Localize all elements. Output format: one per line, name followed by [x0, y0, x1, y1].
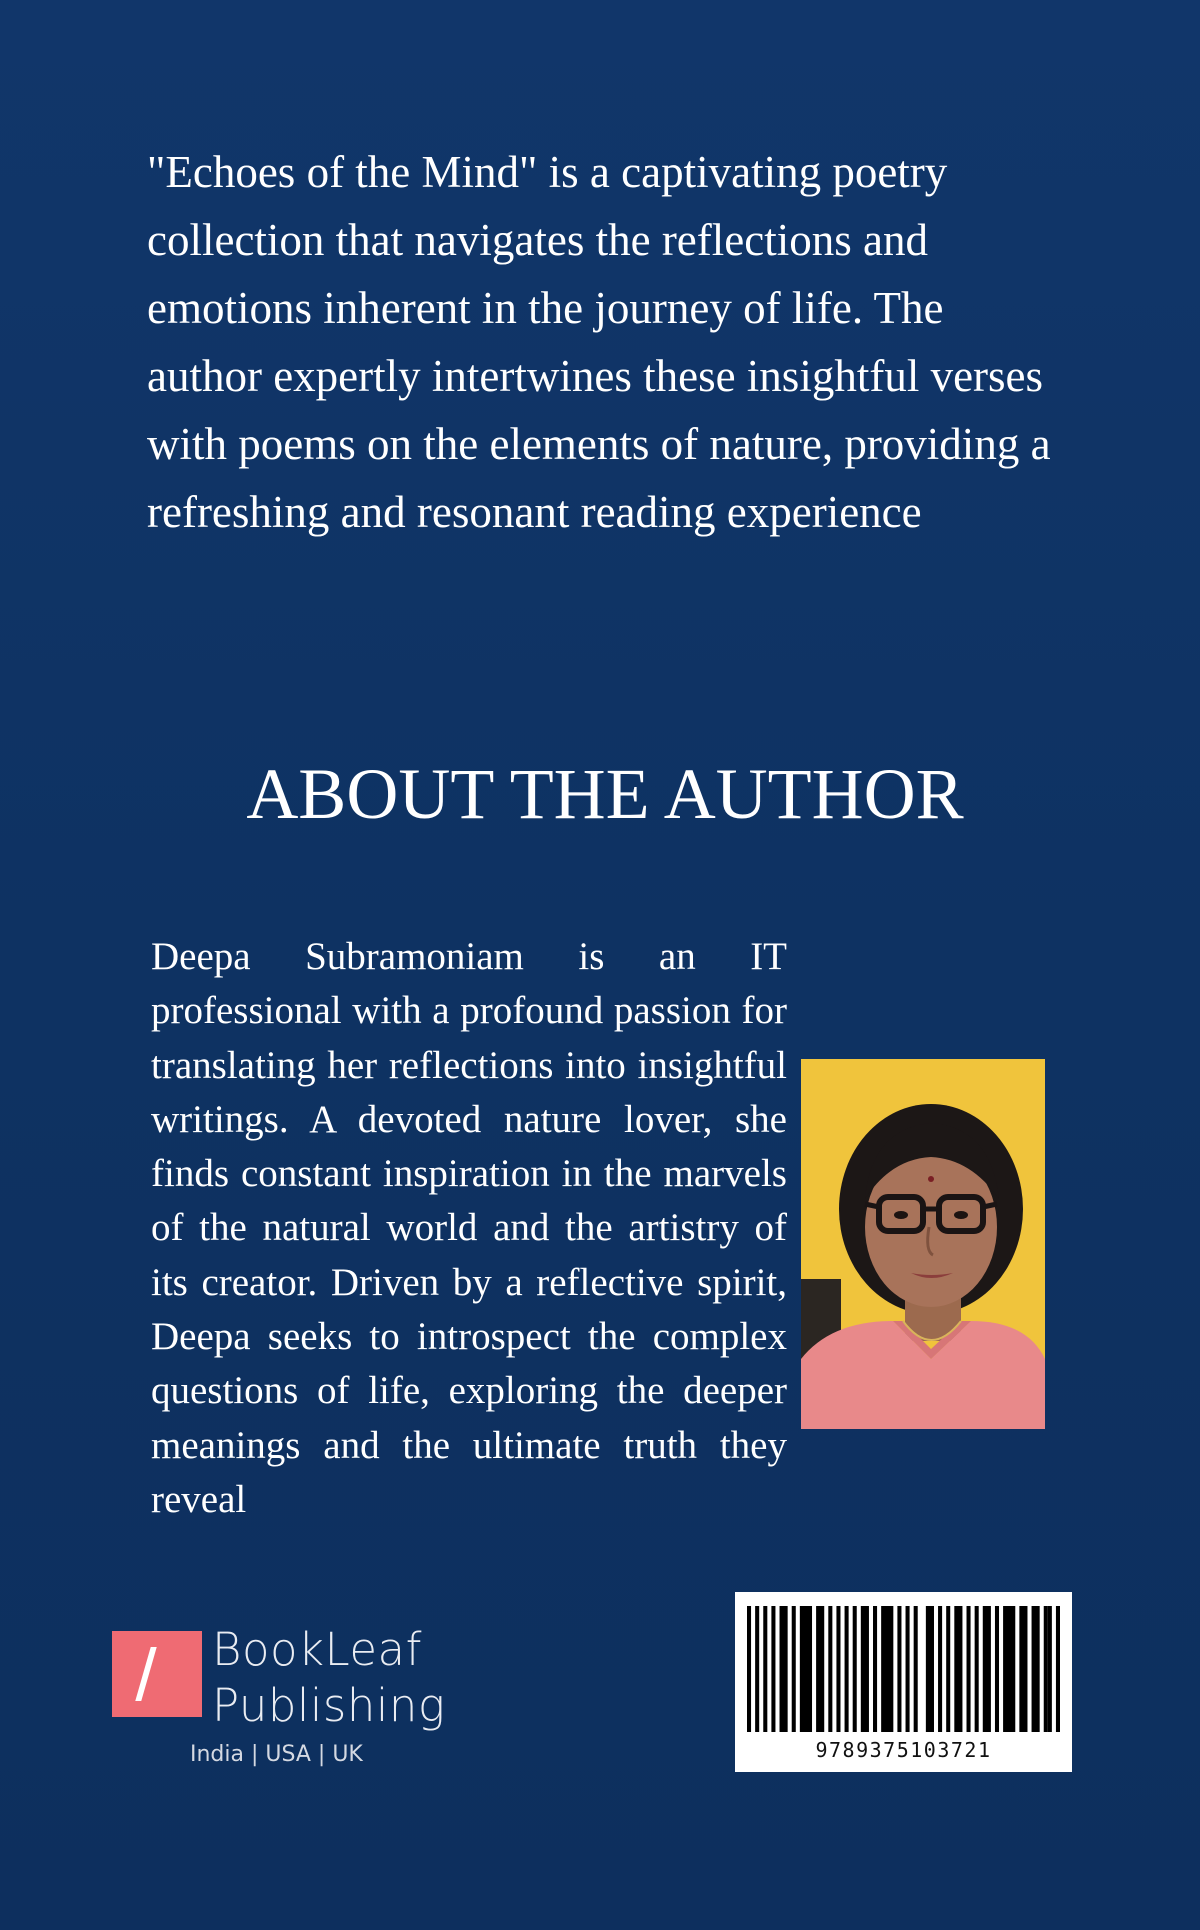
- publisher-logo: [112, 1623, 472, 1778]
- publisher-name: [212, 1622, 445, 1734]
- barcode-bars: [747, 1606, 1060, 1732]
- barcode-bar: [954, 1606, 962, 1732]
- author-photo: [801, 1059, 1045, 1429]
- barcode-bar: [1003, 1606, 1015, 1732]
- barcode-bar: [946, 1606, 950, 1732]
- book-blurb: "Echoes of the Mind" is a captivating poetry collection that navigates the reflections and emotions inherent in the journey of life. The author expertly intertwines these insightful verses with poems on the elements of nature, providing a refreshing and resonant reading experience: [147, 147, 1051, 537]
- barcode-bar: [1048, 1606, 1052, 1732]
- barcode-bar: [906, 1606, 910, 1732]
- barcode-bar: [995, 1606, 999, 1732]
- barcode-bar: [975, 1606, 979, 1732]
- barcode-bar: [967, 1606, 971, 1732]
- barcode-bar: [853, 1606, 857, 1732]
- barcode-bar: [1032, 1606, 1040, 1732]
- barcode-bar: [780, 1606, 788, 1732]
- barcode-bar: [836, 1606, 840, 1732]
- publisher-slash-icon: [112, 1631, 202, 1717]
- barcode-bar: [755, 1606, 759, 1732]
- barcode-bar: [800, 1606, 812, 1732]
- barcode-bar: [771, 1606, 775, 1732]
- barcode-bar: [1019, 1606, 1027, 1732]
- barcode-bar: [881, 1606, 893, 1732]
- isbn-barcode: [735, 1592, 1072, 1772]
- barcode-bar: [897, 1606, 901, 1732]
- barcode-bar: [926, 1606, 934, 1732]
- barcode-bar: [861, 1606, 869, 1732]
- publisher-regions: India | USA | UK: [190, 1742, 363, 1767]
- barcode-bar: [763, 1606, 767, 1732]
- barcode-bar: [845, 1606, 849, 1732]
- barcode-bar: [792, 1606, 796, 1732]
- publisher-name-line2: Publishing: [212, 1679, 446, 1732]
- publisher-name-line1: BookLeaf: [212, 1623, 422, 1676]
- author-bio: Deepa Subramoniam is an IT professional with a profound passion for translating her reflections into insightful writings. A devoted nature lover, she finds constant inspiration in the marvels of the natural world and the artistry of its creator. Driven by a reflective spirit, Deepa seeks to introspect the complex questions of life, exploring the deeper meanings and the ultimate truth they reveal: [151, 935, 787, 1521]
- barcode-bar: [816, 1606, 824, 1732]
- about-author-heading: ABOUT THE AUTHOR: [246, 754, 964, 834]
- barcode-bar: [873, 1606, 877, 1732]
- barcode-bar: [1056, 1606, 1060, 1732]
- barcode-bar: [747, 1606, 751, 1732]
- isbn-number: 9789375103721: [815, 1738, 992, 1762]
- barcode-bar: [828, 1606, 832, 1732]
- barcode-bar: [1044, 1606, 1048, 1732]
- barcode-bar: [914, 1606, 918, 1732]
- barcode-bar: [983, 1606, 991, 1732]
- barcode-bar: [938, 1606, 942, 1732]
